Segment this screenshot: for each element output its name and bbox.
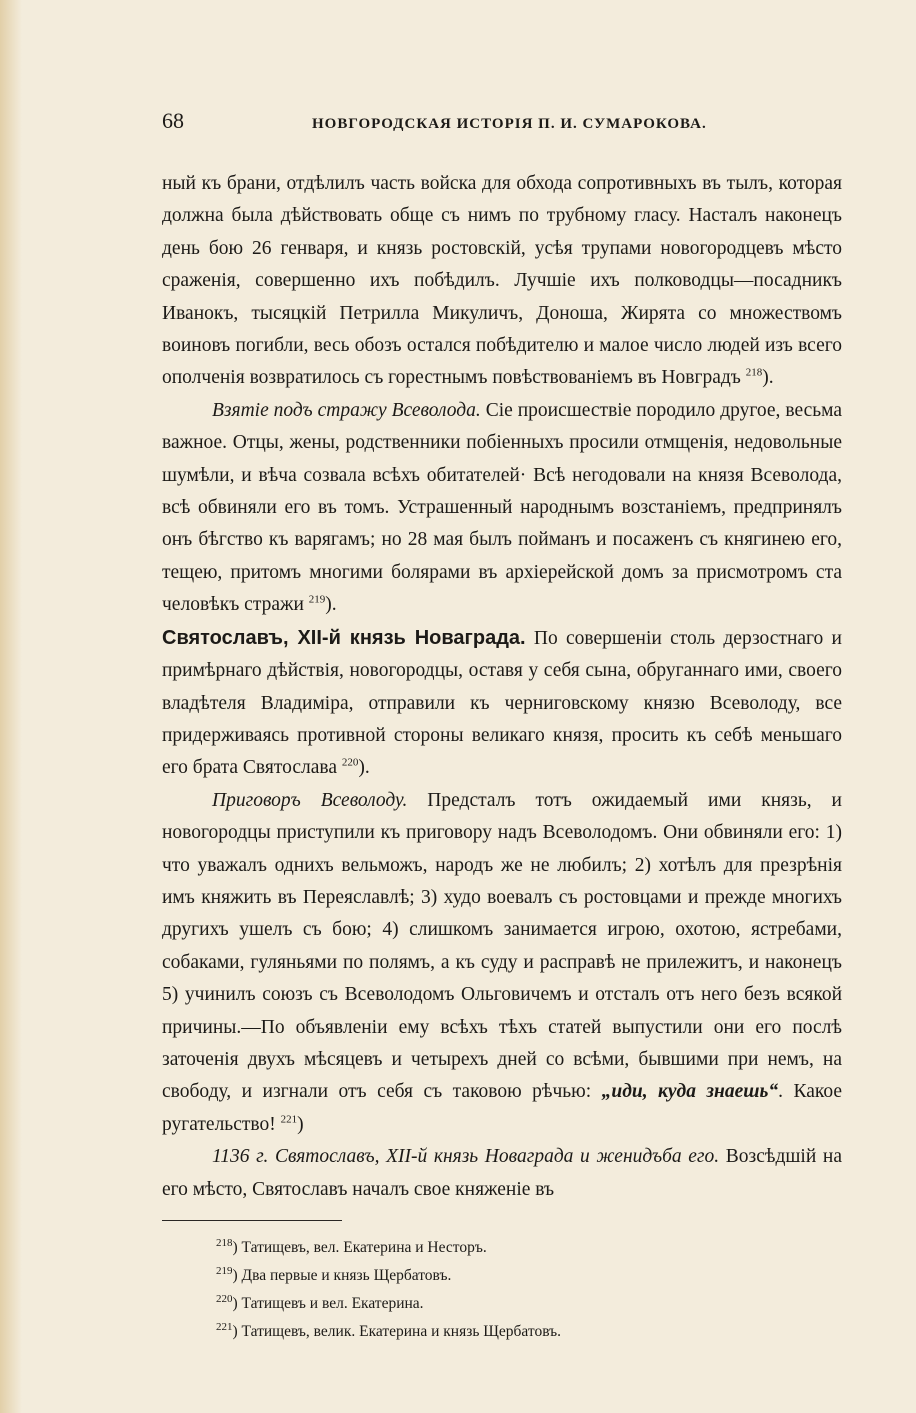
footnote-ref-close: ). — [325, 594, 337, 616]
body-text — [162, 168, 842, 1206]
footnote-ref-close: ). — [358, 757, 370, 779]
paragraph-text: Сіе происшествіе породило другое, весьма важное. Отцы, жены, родственники побіенныхъ просили отмщенія, недовольные шумѣли, и вѣча созвала всѣхъ обитателей· Всѣ негодовали на князя Всеволода, всѣ обвиняли его въ томъ. Устрашенный народнымъ возстаніемъ, предпринялъ онъ бѣгство къ варягамъ; но 28 мая былъ пойманъ и посаженъ съ княгинею его, тещею, притомъ многими болярами въ архіерейской домъ за присмотромъ ста человѣкъ стражи — [162, 399, 842, 616]
paragraph-5 — [162, 1141, 842, 1206]
footnote-ref: 220 — [341, 756, 359, 769]
footnote-number: 221 — [216, 1320, 233, 1333]
marginal-heading: Взятіе подъ стражу Всеволода. — [212, 399, 481, 421]
footnote-separator — [162, 1220, 342, 1221]
paragraph-4 — [162, 785, 842, 1141]
footnote — [216, 1264, 842, 1295]
paragraph-text: По совершеніи столь дерзостнаго и примѣрнаго дѣйствія, новогородцы, оставя у себя сына, обруганнаго ими, своего владѣтеля Владиміра, отправили къ черниговскому князю Всеволоду, все придерживаясь противной стороны великаго князя, просить къ себѣ меньшаго его брата Святослава — [162, 627, 842, 779]
footnote — [216, 1320, 842, 1351]
paragraph-text: Возсѣдшій на его мѣсто, Святославъ началъ свое княженіе въ — [162, 1146, 842, 1200]
section-heading: Святославъ, XII-й князь Новаграда. — [162, 626, 526, 649]
footnote-ref-close: ) — [297, 1113, 304, 1135]
paragraph-text: ный къ брани, отдѣлилъ часть войска для обхода сопротивныхъ въ тылъ, которая должна была дѣйствовать обще съ нимъ по трубному гласу. Насталъ наконецъ день бою 26 генваря, и князь ростовскій, усѣя трупами новогородцевъ мѣсто сраженія, совершенно ихъ побѣдилъ. Лучшіе ихъ полководцы—посадникъ Иванокъ, тысяцкій Петрилла Микуличъ, Доноша, Жирята со множествомъ воиновъ погибли, весь обозъ остался побѣдителю и малое число людей изъ всего ополченія возвратилось съ горестнымъ повѣствованіемъ въ Новградъ — [162, 173, 842, 389]
footnote — [216, 1236, 842, 1267]
footnote-text: ) Татищевъ, велик. Екатерина и князь Щербатовъ. — [232, 1323, 562, 1340]
footnote — [216, 1292, 842, 1323]
running-title: НОВГОРОДСКАЯ ИСТОРІЯ П. И. СУМАРОКОВА. — [312, 116, 707, 132]
paragraph-3 — [162, 622, 842, 785]
paragraph-text: Предсталъ тотъ ожидаемый ими князь, и новогородцы приступили къ приговору надъ Всеволодомъ. Они обвиняли его: 1) что уважалъ однихъ вельможъ, народъ же не любилъ; 2) хотѣлъ для презрѣнія имъ княжить въ Переяславлѣ; 3) худо воевалъ съ ростовцами и прежде многихъ другихъ ушелъ съ бою; 4) слишкомъ занимается игрою, охотою, ястребами, собаками, гуляньями по полямъ, а къ суду и расправѣ не прилежитъ, и наконецъ 5) учинилъ союзъ съ Всеволодомъ Ольговичемъ и отсталъ отъ него безъ всякой причины.—По объявленіи ему всѣхъ тѣхъ статей выпустили они его послѣ заточенія двухъ мѣсяцевъ и четырехъ дней со всѣми, бывшими при немъ, на свободу, и изгнали отъ себя съ таковою рѣчью: — [162, 789, 842, 1103]
quoted-speech: „иди, куда знаешь“ — [601, 1081, 779, 1103]
page-edge-shadow — [0, 0, 22, 1413]
footnote-ref: 219 — [308, 593, 326, 606]
footnote-text: ) Татищевъ и вел. Екатерина. — [232, 1295, 424, 1312]
footnote-ref: 218 — [745, 366, 763, 379]
footnote-number: 218 — [216, 1236, 233, 1249]
paragraph-text-tail: . Какое ругательство! — [162, 1081, 842, 1135]
page-header — [162, 108, 842, 148]
footnote-text: ) Татищевъ, вел. Екатерина и Несторъ. — [232, 1239, 487, 1256]
footnotes — [162, 1236, 842, 1351]
footnote-ref-close: ). — [762, 367, 774, 389]
paragraph-1 — [162, 168, 842, 395]
book-page — [162, 108, 842, 1351]
footnote-text: ) Два первые и князь Щербатовъ. — [232, 1267, 452, 1284]
footnote-number: 220 — [216, 1292, 233, 1305]
footnote-ref: 221 — [280, 1113, 298, 1126]
marginal-heading: Приговоръ Всеволоду. — [212, 789, 408, 811]
page-number: 68 — [162, 108, 184, 133]
marginal-heading: 1136 г. Святославъ, XII-й князь Новаграда и женидъба его. — [212, 1146, 720, 1168]
paragraph-2 — [162, 395, 842, 622]
footnote-number: 219 — [216, 1264, 233, 1277]
